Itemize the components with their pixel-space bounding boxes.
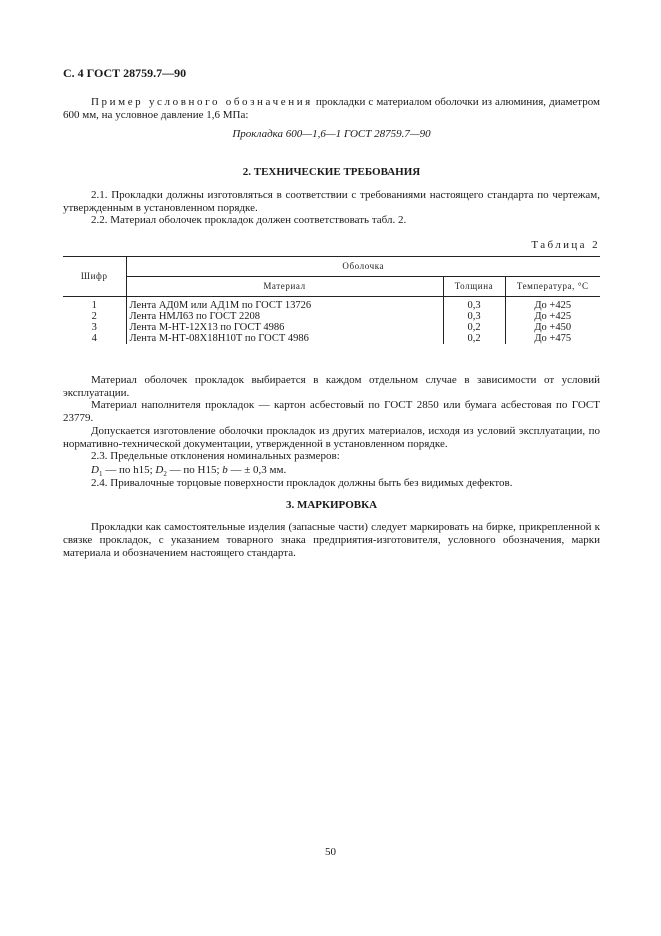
section-3-paragraph: Прокладки как самостоятельные изделия (запасные части) следует маркировать на бирке, прикрепленной к связке прокладок, с указанием товарного знака предприятия-изготовителя, условного обозначения, марки материала и обозначением настоящего стандарта. (63, 521, 600, 559)
example-paragraph (63, 96, 600, 122)
page-header: С. 4 ГОСТ 28759.7—90 (63, 66, 187, 80)
page-number: 50 (325, 846, 336, 858)
section-2-title: 2. ТЕХНИЧЕСКИЕ ТРЕБОВАНИЯ (242, 166, 421, 178)
table-row (63, 311, 600, 322)
cell-thickness: 0,2 (443, 322, 505, 333)
table-row (63, 297, 600, 312)
cell-code: 3 (63, 322, 126, 333)
d2-subscript: 2 (163, 470, 167, 479)
paragraph-other-materials: Допускается изготовление оболочки прокладок из других материалов, исходя из условий эксплуатации, по нормативно-технической документации, утвержденной в установленном порядке. (63, 425, 600, 450)
cell-material: Лента НМЛ63 по ГОСТ 2208 (126, 311, 443, 322)
paragraph-shell-choice: Материал оболочек прокладок выбирается в каждом отдельном случае в зависимости от условий эксплуатации. (63, 374, 600, 399)
cell-temperature: До +450 (534, 322, 572, 333)
cell-code: 2 (63, 311, 126, 322)
cell-temperature: До +475 (534, 333, 572, 344)
cell-code: 1 (63, 297, 126, 312)
b-text: — ± 0,3 мм. (227, 464, 287, 476)
paragraph-2-2: 2.2. Материал оболочек прокладок должен соответствовать табл. 2. (91, 214, 407, 226)
cell-material: Лента АД0М или АД1М по ГОСТ 13726 (126, 297, 443, 312)
d1-text: — по h15; (102, 464, 156, 476)
cell-temperature: До +425 (534, 311, 572, 322)
header-material: Материал (126, 277, 443, 297)
cell-thickness: 0,3 (443, 311, 505, 322)
cell-thickness: 0,3 (443, 297, 505, 312)
cell-thickness: 0,2 (443, 333, 505, 344)
cell-temperature: До +425 (534, 300, 572, 311)
example-designation: Прокладка 600—1,6—1 ГОСТ 28759.7—90 (232, 128, 431, 140)
cell-material: Лента М-НТ-12Х13 по ГОСТ 4986 (126, 322, 443, 333)
section-3-title: 3. МАРКИРОВКА (285, 499, 378, 511)
example-rest: прокладки с материалом оболочки из алюминия, диаметром 600 мм, на условное давление 1,6 МПа: (63, 96, 600, 121)
table-row (63, 333, 600, 344)
table-caption: Таблица 2 (531, 239, 600, 251)
d1-symbol: D (91, 464, 99, 476)
header-temperature: Температура, °С (505, 277, 600, 297)
header-shell: Оболочка (126, 257, 600, 277)
materials-table (63, 256, 600, 344)
header-code: Шифр (63, 257, 126, 297)
cell-material: Лента М-НТ-08Х18Н10Т по ГОСТ 4986 (126, 333, 443, 344)
cell-code: 4 (63, 333, 126, 344)
paragraph-2-4: 2.4. Привалочные торцовые поверхности прокладок должны быть без видимых дефектов. (91, 477, 513, 489)
b-symbol: b (222, 464, 228, 476)
example-lead: Пример условного обозначения (91, 96, 313, 108)
paragraph-2-3: 2.3. Предельные отклонения номинальных размеров: (91, 450, 340, 462)
paragraph-2-1: 2.1. Прокладки должны изготовляться в соответствии с требованиями настоящего стандарта по чертежам, утвержденным в установленном порядке. (63, 189, 600, 214)
d1-subscript: 1 (98, 470, 103, 479)
header-thickness: Толщина (443, 277, 505, 297)
table-row (63, 322, 600, 333)
d2-text: — по H15; (166, 464, 223, 476)
paragraph-filler: Материал наполнителя прокладок — картон асбестовый по ГОСТ 2850 или бумага асбестовая по ГОСТ 23779. (63, 399, 600, 424)
d2-symbol: D (155, 464, 164, 476)
